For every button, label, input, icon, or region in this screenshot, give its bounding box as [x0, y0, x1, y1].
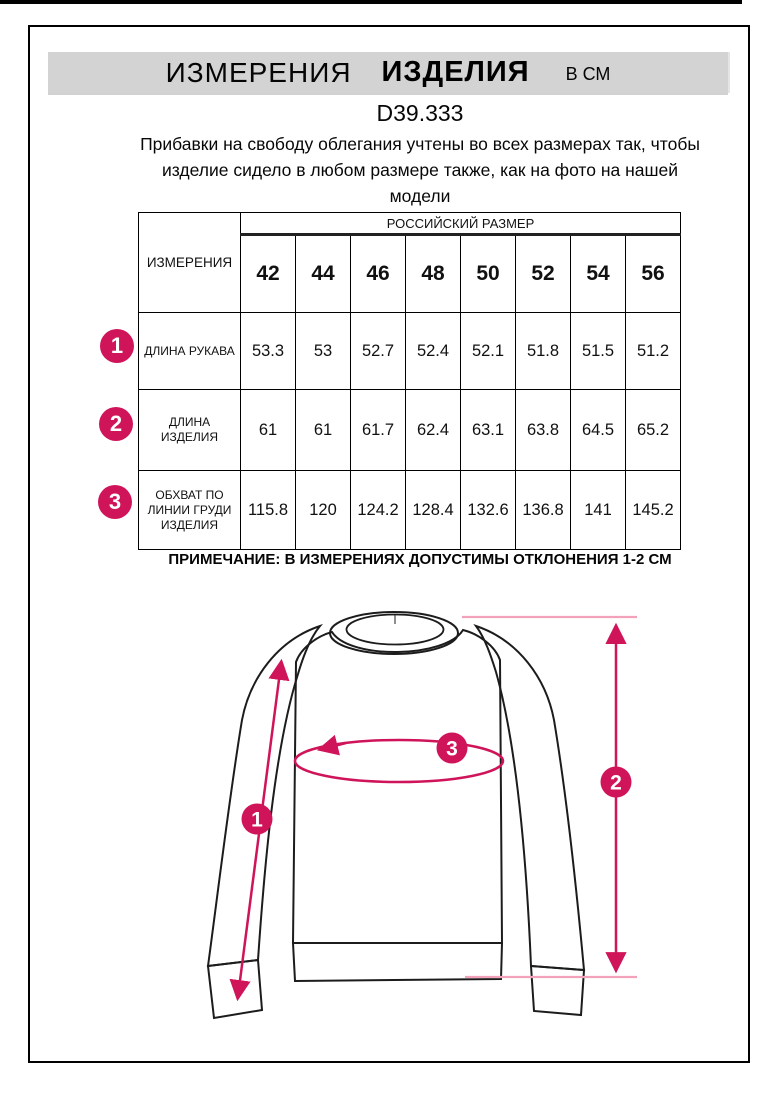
tolerance-note: ПРИМЕЧАНИЕ: В ИЗМЕРЕНИЯХ ДОПУСТИМЫ ОТКЛОНЕНИЯ 1-2 СМ: [168, 551, 672, 568]
row-label: ОБХВАТ ПО ЛИНИИ ГРУДИ ИЗДЕЛИЯ: [139, 471, 241, 550]
product-code: D39.333: [376, 100, 464, 126]
cell: 61: [241, 390, 296, 471]
cell: 61: [296, 390, 351, 471]
size-col: 46: [351, 235, 406, 313]
cell: 51.2: [626, 313, 681, 390]
title-bar: [48, 52, 728, 93]
diagram-marker-1: [242, 804, 273, 835]
cell: 52.7: [351, 313, 406, 390]
cell: 63.1: [461, 390, 516, 471]
cell: 52.4: [406, 313, 461, 390]
row-label: ДЛИНА ИЗДЕЛИЯ: [139, 390, 241, 471]
table-row: [139, 390, 681, 471]
size-col: 52: [516, 235, 571, 313]
cell: 53: [296, 313, 351, 390]
size-table: [138, 212, 681, 550]
cell: 64.5: [571, 390, 626, 471]
chest-girth-ellipse: [295, 737, 503, 782]
cell: 124.2: [351, 471, 406, 550]
cell: 145.2: [626, 471, 681, 550]
size-group-header: РОССИЙСКИЙ РАЗМЕР: [241, 213, 681, 235]
cell: 65.2: [626, 390, 681, 471]
cell: 141: [571, 471, 626, 550]
svg-text:2: 2: [610, 771, 622, 795]
title-bold: ИЗДЕЛИЯ: [381, 56, 530, 88]
cell: 62.4: [406, 390, 461, 471]
size-col: 56: [626, 235, 681, 313]
size-col: 44: [296, 235, 351, 313]
scan-artifact-strip: [0, 0, 742, 4]
cell: 53.3: [241, 313, 296, 390]
size-col: 48: [406, 235, 461, 313]
cell: 115.8: [241, 471, 296, 550]
cell: 128.4: [406, 471, 461, 550]
size-col: 54: [571, 235, 626, 313]
size-col: 42: [241, 235, 296, 313]
diagram-marker-3: [437, 733, 468, 764]
description-line-2: изделие сидело в любом размере также, как на фото на нашей: [161, 160, 679, 180]
cell: 63.8: [516, 390, 571, 471]
row-marker-3: 3: [98, 485, 132, 519]
table-row: [139, 313, 681, 390]
row-label: ДЛИНА РУКАВА: [139, 313, 241, 390]
cell: 51.5: [571, 313, 626, 390]
cell: 120: [296, 471, 351, 550]
fit-description: [70, 131, 770, 209]
sweater-diagram: [150, 580, 670, 1050]
description-line-3: модели: [389, 186, 451, 206]
svg-text:1: 1: [251, 808, 263, 832]
row-marker-2: 2: [99, 407, 133, 441]
title-main: ИЗМЕРЕНИЯ: [165, 56, 352, 88]
diagram-marker-2: [601, 767, 632, 798]
left-cuff-rib: [208, 960, 262, 1018]
cell: 132.6: [461, 471, 516, 550]
description-line-1: Прибавки на свободу облегания учтены во всех размерах так, чтобы: [140, 134, 700, 154]
table-row: [139, 471, 681, 550]
right-cuff-rib: [531, 966, 584, 1015]
svg-text:3: 3: [446, 737, 458, 761]
cell: 61.7: [351, 390, 406, 471]
sweater-hem-rib: [293, 943, 502, 981]
sweater-body: [293, 630, 502, 943]
measurements-header: ИЗМЕРЕНИЯ: [139, 213, 241, 313]
sweater-right-sleeve: [476, 626, 584, 970]
cell: 136.8: [516, 471, 571, 550]
size-col: 50: [461, 235, 516, 313]
cell: 52.1: [461, 313, 516, 390]
row-marker-1: 1: [100, 329, 134, 363]
cell: 51.8: [516, 313, 571, 390]
title-units: В СМ: [565, 64, 611, 84]
